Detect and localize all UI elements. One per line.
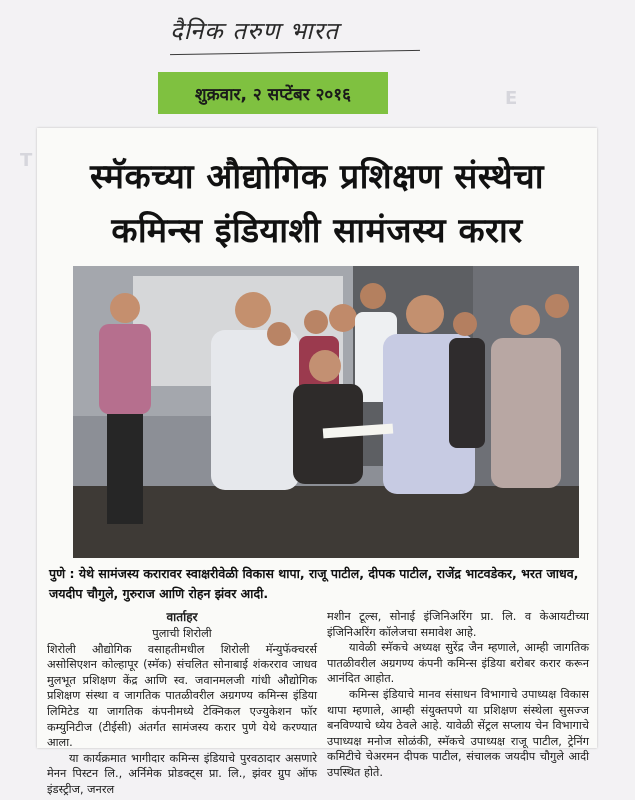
bleed-through-text: E — [505, 88, 518, 109]
news-photo — [73, 266, 579, 558]
article-column-left — [47, 609, 317, 798]
article-location: पुलाची शिरोली — [152, 627, 212, 640]
masthead — [170, 14, 460, 58]
headline-line-2: कमिन्स इंडियाशी सामंजस्य करार — [111, 211, 523, 251]
masthead-underline — [170, 50, 420, 55]
article-paragraph: शिरोली औद्योगिक वसाहतीमधील शिरोली मॅन्युफॅक्चरर्स असोसिएशन कोल्हापूर (स्मॅक) संचलित सोनाबाई शंकरराव जाधव मुलभूत प्रशिक्षण केंद्र आणि स्व. जवानमलजी गांधी औद्योगिक प्रशिक्षण संस्था व जागतिक पातळीवरील अग्रगण्य कमिन्स इंडिया लिमिटेड या जागतिक कंपनीमध्ये टेक्निकल एज्युकेशन फॉर कम्युनिटीज (टीईसी) अंतर्गत सामंजस्य करार पुणे येथे करण्यात आला. — [47, 642, 317, 750]
article-byline: वार्ताहर — [166, 610, 198, 624]
masthead-title: दैनिक तरुण भारत — [170, 17, 339, 45]
news-photo-illustration — [73, 266, 579, 558]
bleed-through-text: T — [20, 150, 33, 171]
photo-caption: पुणे : येथे सामंजस्य करारावर स्वाक्षरीवेळी विकास थापा, राजू पाटील, दीपक पाटील, राजेंद्र भाटवडेकर, भरत जाधव, जयदीप चौगुले, गुरुराज आणि रोहन झंवर आदी. — [49, 566, 579, 601]
article-paragraph: या कार्यक्रमात भागीदार कमिन्स इंडियाचे पुरवठादार असणारे मेनन पिस्टन लि., अर्निमेक प्रोडक्ट्स प्रा. लि., झंवर ग्रुप ऑफ इंडस्ट्रीज, जनरल — [47, 751, 317, 796]
article-paragraph: मशीन टूल्स, सोनाई इंजिनिअरिंग प्रा. लि. व केआयटीच्या इंजिनिअरिंग कॉलेजचा समावेश आहे. — [327, 610, 589, 639]
article-column-right — [327, 609, 589, 781]
article-paragraph: कमिन्स इंडियाचे मानव संसाधन विभागाचे उपाध्यक्ष विकास थापा म्हणाले, आम्ही संयुक्तपणे या प्रशिक्षण संस्थेला सुसज्ज बनविण्याचे ध्येय ठेवले आहे. यावेळी सेंट्रल सप्लाय चेन विभागाचे उपाध्यक्ष मनोज सोळंकी, स्मॅकचे उपाध्यक्ष राजू पाटील, ट्रेनिंग कमिटीचे चेअरमन दीपक पाटील, संचालक जयदीप चौगुले आदी उपस्थित होते. — [327, 687, 589, 779]
newspaper-clipping — [37, 128, 597, 796]
date-strip: शुक्रवार, २ सप्टेंबर २०१६ — [158, 72, 388, 114]
article-paragraph: यावेळी स्मॅकचे अध्यक्ष सुरेंद्र जैन म्हणाले, आम्ही जागतिक पातळीवरील अग्रगण्य कंपनी कमिन्स इंडिया बरोबर करार करून आनंदित आहोत. — [327, 641, 589, 686]
headline-line-1: स्मॅकच्या औद्योगिक प्रशिक्षण संस्थेचा — [89, 157, 545, 197]
